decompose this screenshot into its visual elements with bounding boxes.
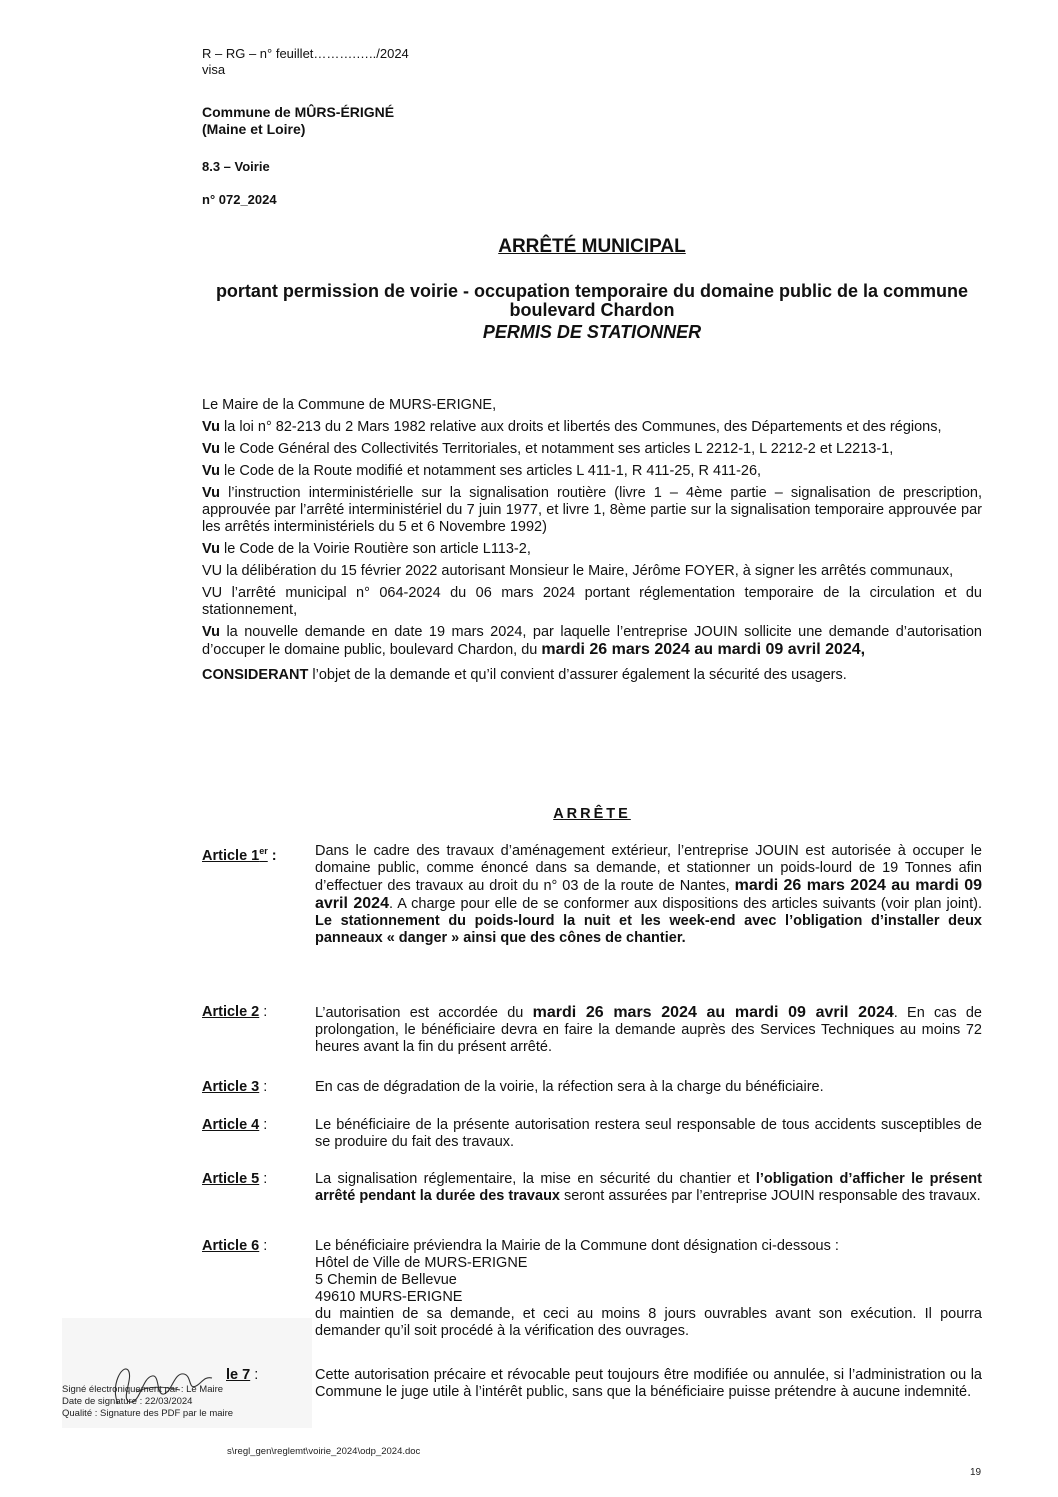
article-4 <box>202 1117 982 1151</box>
article-6-label: Article 6 : <box>202 1238 268 1254</box>
article-2-label: Article 2 : <box>202 1004 268 1020</box>
article-7-label: le 7 : <box>226 1367 259 1383</box>
article-2-text: L’autorisation est accordée du mardi 26 mars 2024 au mardi 09 avril 2024. En cas de prolongation, le bénéficiaire devra en faire la demande auprès des Services Techniques au moins 72 heures avant la fin du présent arrêté. <box>315 1004 982 1055</box>
article-5-label: Article 5 : <box>202 1171 268 1187</box>
document-number: n° 072_2024 <box>202 192 277 207</box>
article-2 <box>202 1004 982 1056</box>
article-3-text: En cas de dégradation de la voirie, la réfection sera à la charge du bénéficiaire. <box>315 1079 824 1095</box>
subtitle-line-3: PERMIS DE STATIONNER <box>482 322 702 342</box>
article-1-label: Article 1er : <box>202 846 277 864</box>
commune-region: (Maine et Loire) <box>202 121 306 137</box>
preamble-intro: Le Maire de la Commune de MURS-ERIGNE, <box>202 397 497 413</box>
signature-date: Date de signature : 22/03/2024 <box>62 1396 193 1407</box>
preamble-vu-3: Vu le Code de la Route modifié et notamment ses articles L 411-1, R 411-25, R 411-26, <box>202 463 762 479</box>
preamble <box>202 397 982 689</box>
article-1-text: Dans le cadre des travaux d’aménagement extérieur, l’entreprise JOUIN est autorisée à occuper le domaine public, comme énoncé dans sa demande, et stationner un poids-lourd de 19 Tonnes afin d’effectuer des travaux au droit du n° 03 de la route de Nantes, mardi 26 mars 2024 au mardi 09 avril 2024. A charge pour elle de se conformer aux dispositions des articles suivants (voir plan joint). Le stationnement du poids-lourd la nuit et les week-end avec l’obligation d’installer deux panneaux « danger » ainsi que des cônes de chantier. <box>315 843 982 946</box>
preamble-vu-5: Vu le Code de la Voirie Routière son article L113-2, <box>202 541 531 557</box>
preamble-vu-4: Vu l’instruction interministérielle sur la signalisation routière (livre 1 – 4ème partie – signalisation de prescription, approuvée par l’arrêté interministériel du 7 juin 1977, et livre 1, 8ème partie sur la signalisation temporaire approuvée par les arrêtés interministériels du 5 et 6 Novembre 1992) <box>202 485 982 535</box>
article-1 <box>202 843 982 947</box>
subtitle-line-1: portant permission de voirie - occupation temporaire du domaine public de la commune <box>215 281 969 301</box>
article-3 <box>202 1079 982 1096</box>
preamble-vu-1: Vu la loi n° 82-213 du 2 Mars 1982 relative aux droits et libertés des Communes, des Départements et des régions, <box>202 419 942 435</box>
article-5 <box>202 1171 982 1205</box>
article-6 <box>202 1238 982 1340</box>
visa-label: visa <box>202 62 226 77</box>
page-title: ARRÊTÉ MUNICIPAL <box>498 236 686 257</box>
page-number: 19 <box>970 1467 982 1478</box>
preamble-vu-2: Vu le Code Général des Collectivités Territoriales, et notamment ses articles L 2212-1, L 2212-2 et L2213-1, <box>202 441 894 457</box>
article-7 <box>202 1367 982 1401</box>
category-label: 8.3 – Voirie <box>202 159 270 174</box>
article-4-label: Article 4 : <box>202 1117 268 1133</box>
signature-quality: Qualité : Signature des PDF par le maire <box>62 1408 234 1419</box>
arrete-heading: ARRÊTE <box>553 806 631 822</box>
preamble-vu-6: VU la délibération du 15 février 2022 autorisant Monsieur le Maire, Jérôme FOYER, à signer les arrêtés communaux, <box>202 563 954 579</box>
subtitle-line-2: boulevard Chardon <box>509 300 675 320</box>
article-5-text: La signalisation réglementaire, la mise en sécurité du chantier et l’obligation d’afficher le présent arrêté pendant la durée des travaux seront assurées par l’entreprise JOUIN responsable des travaux. <box>315 1171 982 1204</box>
article-6-text: Le bénéficiaire préviendra la Mairie de la Commune dont désignation ci-dessous : Hôtel de Ville de MURS-ERIGNE 5 Chemin de Bellevue 49610 MURS-ERIGNE du maintien de sa demande, et ceci au moins 8 jours ouvrables avant son exécution. Il pourra demander qu’il soit procédé à la vérification des ouvrages. <box>315 1238 982 1339</box>
article-7-text: Cette autorisation précaire et révocable peut toujours être modifiée ou annulée, si l’administration ou la Commune le juge utile à l’intérêt public, sans que la bénéficiaire puisse prétendre à aucune indemnité. <box>315 1367 982 1400</box>
signature-signed-by: Signé électroniquement par : Le Maire <box>62 1384 224 1395</box>
electronic-signature-stamp <box>62 1364 312 1424</box>
footer-file-path: s\regl_gen\reglemt\voirie_2024\odp_2024.doc <box>227 1446 421 1457</box>
preamble-vu-8: Vu la nouvelle demande en date 19 mars 2024, par laquelle l’entreprise JOUIN sollicite une demande d’autorisation d’occuper le domaine public, boulevard Chardon, du mardi 26 mars 2024 au mardi 09 avril 2024, <box>202 624 982 658</box>
article-4-text: Le bénéficiaire de la présente autorisation restera seul responsable de tous accidents susceptibles de se produire du fait des travaux. <box>315 1117 982 1150</box>
article-3-label: Article 3 : <box>202 1079 268 1095</box>
reference-line: R – RG – n° feuillet……….…../2024 <box>202 46 409 61</box>
preamble-vu-7: VU l’arrêté municipal n° 064-2024 du 06 mars 2024 portant réglementation temporaire de la circulation et du stationnement, <box>202 585 982 618</box>
commune-name: Commune de MÛRS-ÉRIGNÉ <box>202 104 395 120</box>
preamble-considerant: CONSIDERANT l’objet de la demande et qu’il convient d’assurer également la sécurité des usagers. <box>202 667 847 683</box>
document-subtitle <box>202 282 982 342</box>
